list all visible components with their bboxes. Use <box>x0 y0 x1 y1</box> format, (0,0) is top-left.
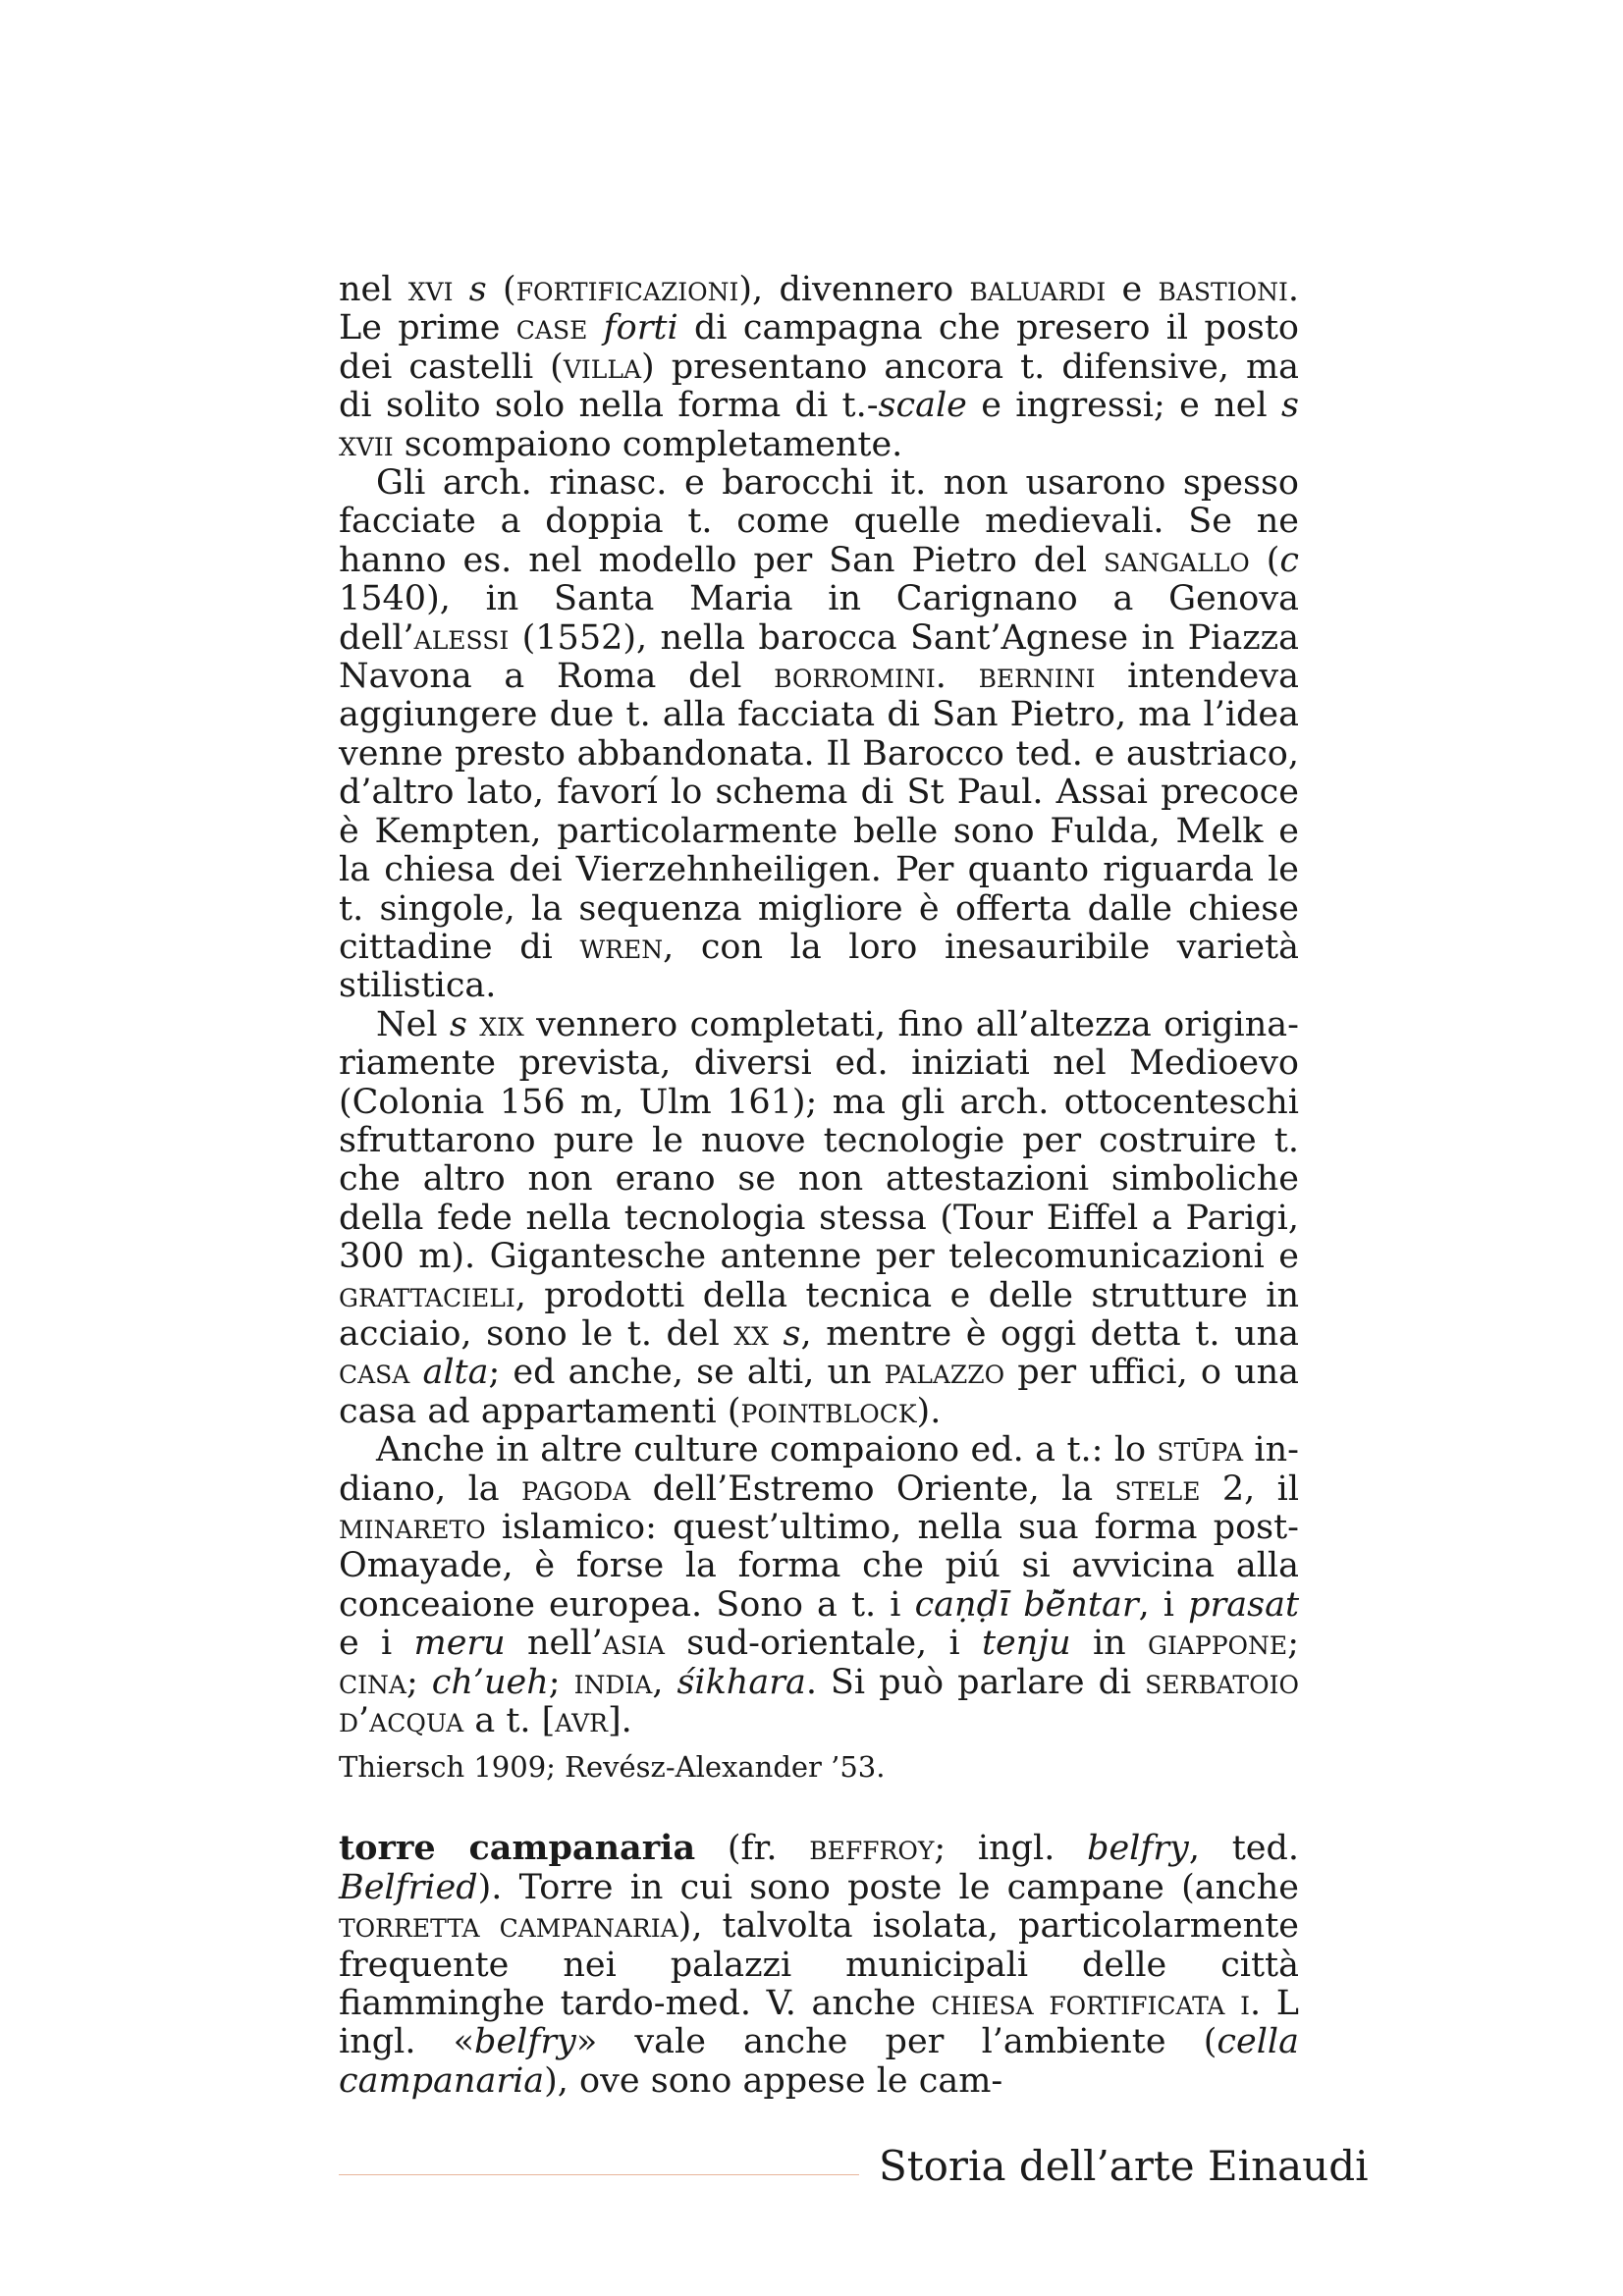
small-caps-term: sangallo <box>1104 540 1250 580</box>
paragraph-other-cultures: Anche in altre culture compaiono ed. a t.: lo stūpa indiano, la pagoda dell’Estremo Oriente, la stele 2, il minareto islamico: quest’ultimo, nella sua forma post-Omayade, è forse la forma che piú si avvicina alla conceaione europea. Sono a t. i caṇḍī bĕ̃ntar, i prasat e i meru nell’asia sud-orientale, i tenju in giappone; cina; ch’ueh; india, śikhara. Si può parlare di serbatoio d’acqua a t. [avr]. <box>339 1430 1300 1741</box>
italic-term: scale <box>878 386 967 426</box>
small-caps-term: case <box>515 308 588 348</box>
small-caps-term: minareto <box>339 1508 486 1547</box>
small-caps-term: grattacieli <box>339 1275 515 1315</box>
small-caps-term: cina <box>339 1662 406 1702</box>
small-caps-term: torretta campanaria <box>339 1906 678 1947</box>
small-caps-term: stūpa <box>1157 1430 1243 1470</box>
italic-term: prasat <box>1188 1584 1300 1625</box>
small-caps-term: chiesa fortificata i <box>931 1984 1250 2024</box>
italic-term: c <box>1279 540 1299 580</box>
entry-headword: torre campanaria <box>339 1828 696 1869</box>
small-caps-term: bernini <box>978 657 1096 697</box>
small-caps-term: asia <box>602 1624 665 1664</box>
italic-term: meru <box>413 1624 506 1664</box>
small-caps-term: baluardi <box>969 270 1107 309</box>
italic-term: śikhara <box>676 1662 806 1702</box>
italic-term: tenju <box>981 1624 1071 1664</box>
small-caps-term: xvii <box>339 424 394 464</box>
footer-title: Storia dell’arte Einaudi <box>879 2142 1369 2190</box>
small-caps-term: fortificazioni <box>515 270 739 309</box>
bibliography: Thiersch 1909; Revész-Alexander ’53. <box>339 1750 886 1785</box>
paragraph-facades: Gli arch. rinasc. e barocchi it. non usarono spesso facciate a doppia t. come quelle medievali. Se ne hanno es. nel modello per San Pietro del sangallo (c 1540), in Santa Maria in Carignano a Genova dell’alessi (1552), nella barocca Sant’Agnese in Piazza Navona a Roma del borromini. bernini intendeva aggiungere due t. alla facciata di San Pietro, ma l’idea venne presto abbandonata. Il Barocco ted. e austriaco, d’altro lato, favorí lo schema di St Paul. Assai precoce è Kempten, particolarmente belle sono Fulda, Melk e la chiesa dei Vierzehnheiligen. Per quanto riguarda le t. singole, la sequenza migliore è offerta dalle chiese cittadine di wren, con la loro inesauribile varietà stilistica. <box>339 463 1299 1006</box>
small-caps-term: palazzo <box>884 1353 1005 1393</box>
italic-term: s <box>468 270 487 309</box>
small-caps-term: alessi <box>413 617 510 658</box>
text-column <box>339 271 1299 2101</box>
small-caps-term: wren <box>579 927 664 967</box>
italic-term: ch’ueh <box>431 1662 549 1702</box>
small-caps-term: serbatoio d’acqua <box>339 1662 1299 1741</box>
small-caps-term: villa <box>563 347 642 387</box>
paragraph-fortifications: nel xvi s (fortificazioni), divennero baluardi e bastioni. Le prime case forti di campagna che presero il posto dei castelli (villa) presentano ancora t. difensive, ma di solito solo nella forma di t.-scale e ingressi; e nel s xvii scompaiono completamente. <box>339 270 1299 464</box>
small-caps-term: xvi <box>407 270 454 309</box>
small-caps-term: borromini <box>774 657 936 697</box>
italic-term: forti <box>603 308 678 348</box>
small-caps-term: beffroy <box>809 1829 935 1869</box>
small-caps-term: xx <box>733 1313 769 1354</box>
small-caps-term: avr <box>555 1701 608 1741</box>
footer-rule <box>339 2174 859 2175</box>
entry-torre-campanaria <box>339 1829 1299 2101</box>
italic-term: belfry <box>474 2022 576 2062</box>
italic-term: s <box>783 1313 801 1354</box>
italic-term: alta <box>422 1353 489 1393</box>
small-caps-term: stele 2 <box>1114 1468 1245 1509</box>
italic-term: s <box>1281 386 1299 426</box>
small-caps-term: casa <box>339 1353 410 1393</box>
small-caps-term: pagoda <box>521 1468 631 1509</box>
small-caps-term: india <box>573 1662 653 1702</box>
paragraph-nineteenth-century: Nel s xix vennero completati, fino all’altezza originariamente prevista, diversi ed. iniziati nel Medioevo (Colonia 156 m, Ulm 161); ma gli arch. ottocenteschi sfruttarono pure le nuove tecnologie per costruire t. che altro non erano se non attestazioni simboliche della fede nella tecnologia stessa (Tour Eiffel a Parigi, 300 m). Gigantesche antenne per telecomunicazioni e grattacieli, prodotti della tecnica e delle strutture in acciaio, sono le t. del xx s, mentre è oggi detta t. una casa alta; ed anche, se alti, un palazzo per uffici, o una casa ad appartamenti (pointblock). <box>339 1004 1299 1431</box>
italic-term: Belfried <box>339 1867 478 1907</box>
small-caps-term: xix <box>479 1004 524 1044</box>
small-caps-term: bastioni <box>1158 270 1288 309</box>
italic-term: belfry <box>1087 1829 1189 1869</box>
entry-body: (fr. beffroy; ingl. belfry, ted. Belfried). Torre in cui sono poste le campane (anche torretta campanaria), talvolta isolata, particolarmente frequente nei palazzi municipali delle città fiamminghe tardo-med. V. anche chiesa fortificata i. L ingl. «belfry» vale anche per l’ambiente (cella campanaria), ove sono appese le cam- <box>339 1829 1299 2101</box>
italic-term: caṇḍī bĕ̃ntar <box>914 1584 1139 1625</box>
small-caps-term: giappone <box>1148 1624 1288 1664</box>
italic-term: s <box>449 1004 467 1044</box>
small-caps-term: pointblock <box>740 1391 917 1431</box>
italic-term: cella campanaria <box>339 2022 1299 2101</box>
